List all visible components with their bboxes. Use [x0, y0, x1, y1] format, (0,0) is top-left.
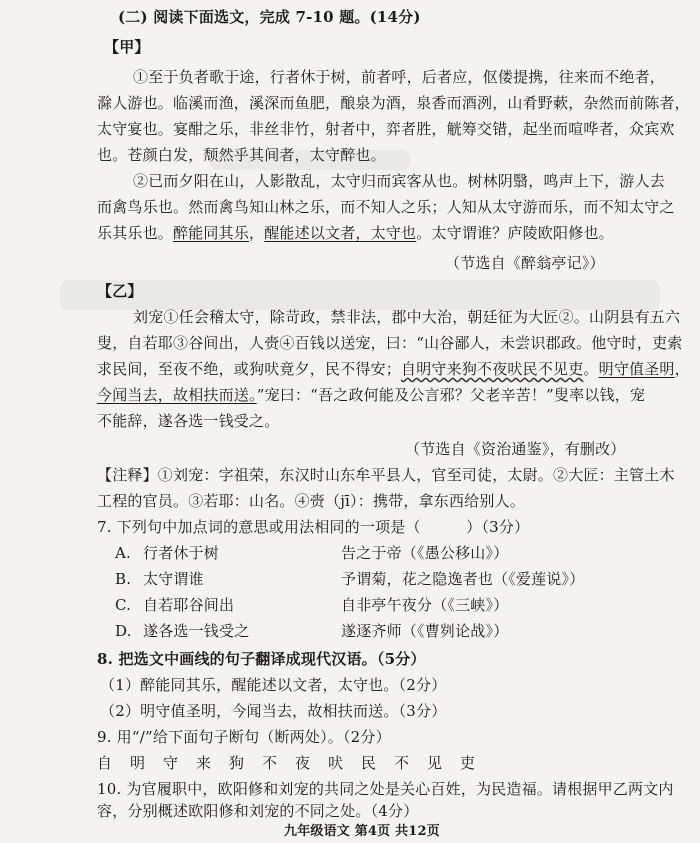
sentence-char: 明 [130, 754, 146, 772]
page-footer: 九年级语文 第4页 共12页 [284, 824, 440, 839]
sentence-char: 不 [262, 754, 278, 772]
plain-text: ， [674, 360, 690, 378]
option-left: 行者休于树 [143, 544, 220, 562]
passage-a-source: （节选自《醉翁亭记》） [445, 254, 605, 272]
sentence-char: 夜 [295, 754, 311, 772]
question-7-option [115, 620, 508, 642]
passage-a-line: 也。苍颜白发，颓然乎其间者，太守醉也。 [97, 146, 386, 164]
sentence-char: 自 [97, 754, 113, 772]
passage-a-line: ②已而夕阳在山，人影散乱，太守归而宾客从也。树林阴翳，鸣声上下，游人去 [133, 172, 666, 190]
section-heading: (二) 阅读下面选文，完成 7-10 题。(14分) [118, 8, 421, 26]
question-9-stem: 9. 用“/”给下面句子断句（断两处）。（2分） [97, 728, 391, 746]
sentence-char: 吠 [328, 754, 344, 772]
option-left: 遂各选一钱受之 [143, 622, 250, 640]
question-7-option [115, 542, 508, 564]
passage-a-line: 滁人游也。临溪而渔，溪深而鱼肥，酿泉为酒，泉香而酒洌，山肴野蔌，杂然而前陈者， [97, 94, 690, 112]
question-9-sentence [97, 752, 493, 774]
option-letter: D. [115, 622, 132, 640]
plain-text: ”宠曰：“吾之政何能及公言邪？父老辛苦！”叟率以钱，宠 [256, 386, 646, 404]
plain-text: 。太守谓谁？庐陵欧阳修也。 [416, 224, 614, 242]
passage-b-line: 刘宠①任会稽太守，除苛政，禁非法，郡中大治，朝廷征为大匠②。山阴县有五六 [133, 308, 681, 326]
notes-line: 工程的官员。③若耶：山名。④赍（jī）：携带，拿东西给别人。 [97, 492, 525, 510]
plain-text: 。 [583, 360, 599, 378]
underlined-sentence: 醒能述以文者，太守也 [264, 224, 417, 242]
option-letter: B. [115, 570, 132, 588]
option-right: 遂逐齐师（《曹刿论战》） [341, 622, 509, 640]
underlined-sentence: 明守值圣明 [598, 360, 675, 378]
plain-text: 乐其乐也。 [97, 224, 174, 242]
sentence-char: 民 [361, 754, 377, 772]
plain-text: 求民间，至夜不绝，或狗吠竟夕，民不得安； [97, 360, 402, 378]
sentence-char: 守 [163, 754, 179, 772]
passage-b-line: 叟，自若耶③谷间出，人赍④百钱以送宠，曰：“山谷鄙人，未尝识郡政。他守时，吏索 [97, 334, 683, 352]
option-letter: C. [115, 596, 132, 614]
sentence-char: 不 [394, 754, 410, 772]
option-right: 告之于帝（《愚公移山》） [341, 544, 509, 562]
option-letter: A. [115, 544, 132, 562]
sentence-char: 来 [196, 754, 212, 772]
option-left: 自若耶谷间出 [143, 596, 235, 614]
question-7-option [115, 568, 584, 590]
passage-b-line [97, 384, 645, 406]
option-left: 太守谓谁 [143, 570, 204, 588]
passage-a-line: 而禽鸟乐也。然而禽鸟知山林之乐，而不知人之乐；人知从太守游而乐，而不知太守之 [97, 198, 675, 216]
underlined-sentence: 自明守来狗不夜吠民不见吏 [401, 360, 584, 378]
question-8-sentence: （2）明守值圣明，今闻当去，故相扶而送。（3分） [100, 702, 447, 720]
sentence-char: 见 [427, 754, 443, 772]
question-10-line: 10. 为官履职中，欧阳修和刘宠的共同之处是关心百姓，为民造福。请根据甲乙两文内 [97, 780, 674, 798]
sentence-char: 狗 [229, 754, 245, 772]
passage-a-line: ①至于负者歌于途，行者休于树，前者呼，后者应，伛偻提携，往来而不绝者， [133, 68, 666, 86]
passage-a-tag: 【甲】 [104, 38, 150, 56]
sentence-char: 吏 [460, 754, 476, 772]
question-8-stem: 8. 把选文中画线的句子翻译成现代汉语。（5分） [97, 650, 426, 668]
passage-b-tag: 【乙】 [97, 282, 143, 300]
question-10-line: 容，分别概述欧阳修和刘宠的不同之处。（4分） [97, 802, 419, 820]
passage-b-line: 不能辞，遂各选一钱受之。 [97, 412, 280, 430]
passage-b-line [97, 358, 690, 380]
notes-line: 【注释】①刘宠：字祖荣，东汉时山东牟平县人，官至司徒，太尉。②大匠：主管土木 [97, 466, 675, 484]
option-right: 予谓菊，花之隐逸者也（《爱莲说》） [341, 570, 585, 588]
option-right: 自非亭午夜分（《三峡》） [341, 596, 509, 614]
underlined-sentence: 醉能同其乐 [173, 224, 250, 242]
underlined-sentence: 今闻当去，故相扶而送。 [97, 386, 257, 404]
passage-a-line [97, 222, 614, 244]
question-7-stem: 7. 下列句中加点词的意思或用法相同的一项是（ ）（3分） [97, 518, 530, 536]
plain-text: ， [249, 224, 265, 242]
question-7-option [115, 594, 508, 616]
question-8-sentence: （1）醉能同其乐，醒能述以文者，太守也。（2分） [100, 676, 447, 694]
passage-a-line: 太守宴也。宴酣之乐，非丝非竹，射者中，弈者胜，觥筹交错，起坐而喧哗者，众宾欢 [97, 120, 675, 138]
passage-b-source: （节选自《资治通鉴》，有删改） [405, 440, 626, 458]
